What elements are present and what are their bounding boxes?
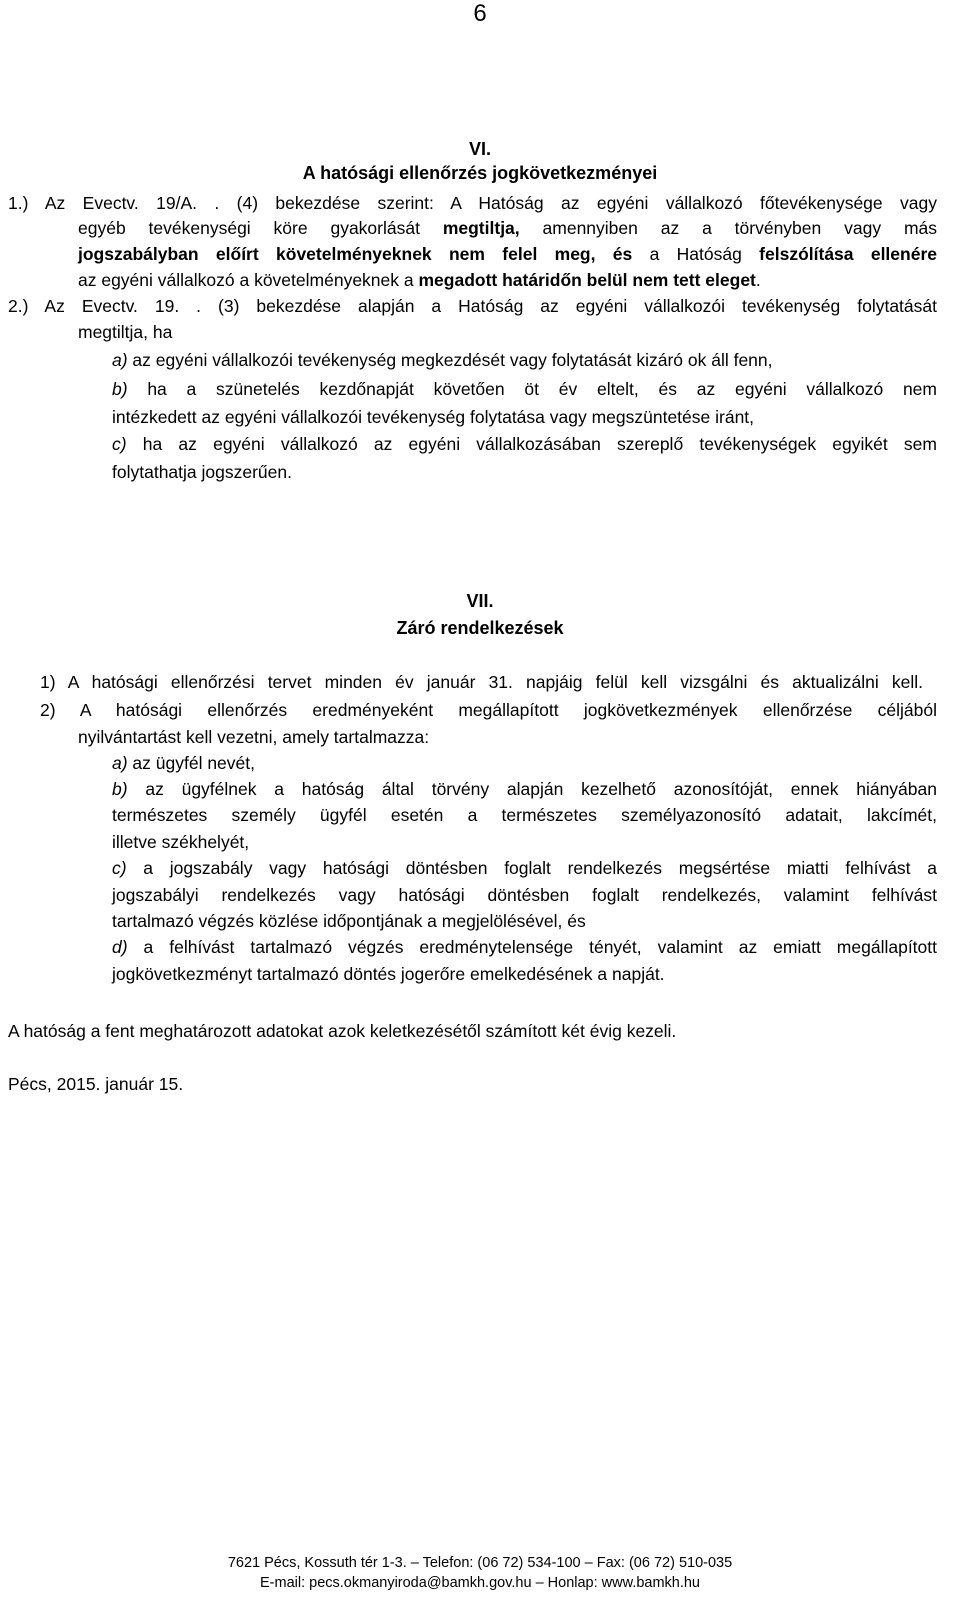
section-7-numeral: VII. — [466, 591, 494, 611]
point-text: az egyéni vállalkozói tevékenység megkezdését vagy folytatását kizáró ok áll fenn, — [127, 350, 773, 370]
section-6-title: A hatósági ellenőrzés jogkövetkezményei — [302, 163, 658, 183]
point-label: c) — [112, 434, 127, 454]
point-2-line-2: nyilvántartást kell vezetni, amely tartalmazza: — [78, 727, 430, 747]
point-text: a jogszabály vagy hatósági döntésben foglalt rendelkezés megsértése miatti felhívást a — [126, 858, 937, 878]
text-run: a Hatóság — [632, 244, 760, 264]
point-2-b-line-2: természetes személy ügyfél esetén a természetes személyazonosító adatait, lakcímét, — [112, 805, 937, 825]
text-run: . — [755, 270, 761, 290]
point-label: a) — [112, 753, 128, 773]
item-1-line-4 — [78, 268, 761, 292]
point-text: a felhívást tartalmazó végzés eredménytelensége tényét, valamint az emiatt megállapított — [127, 937, 937, 957]
point-2-c-line-2: jogszabályi rendelkezés vagy hatósági döntésben foglalt rendelkezés, valamint felhívást — [112, 885, 937, 905]
point-text: az ügyfélnek a hatóság által törvény alapján kezelhető azonosítóját, ennek hiányában — [127, 779, 937, 799]
point-2-line-1: 2) A hatósági ellenőrzés eredményeként megállapított jogkövetkezmények ellenőrzése céljából — [40, 700, 937, 720]
item-2-point-a — [112, 348, 773, 372]
item-2-point-b-line-2: intézkedett az egyéni vállalkozói tevékenység folytatása vagy megszüntetése iránt, — [112, 407, 755, 427]
text-run: amennyiben az a törvényben vagy más — [519, 218, 938, 238]
item-2-line-2: megtiltja, ha — [78, 322, 173, 342]
point-label: d) — [112, 937, 128, 957]
text-run-bold: megtiltja, — [442, 218, 520, 238]
point-label: a) — [112, 350, 128, 370]
point-2-b-line-3: illetve székhelyét, — [112, 832, 250, 852]
footer-web-line: E-mail: pecs.okmanyiroda@bamkh.gov.hu – Honlap: www.bamkh.hu — [260, 1575, 700, 1591]
closing-statement: A hatóság a fent meghatározott adatokat azok keletkezésétől számított két évig kezeli. — [8, 1021, 677, 1041]
item-2-line-1: 2.) Az Evectv. 19. . (3) bekezdése alapján a Hatóság az egyéni vállalkozói tevékenység folytatását — [8, 296, 937, 316]
item-2-point-c-line-2: folytathatja jogszerűen. — [112, 462, 292, 482]
item-2-point-b-line-1 — [112, 377, 937, 401]
point-2-a — [112, 751, 255, 775]
point-2-b-line-1 — [112, 777, 937, 801]
point-text: az ügyfél nevét, — [127, 753, 256, 773]
section-7-point-1: 1) A hatósági ellenőrzési tervet minden év január 31. napjáig felül kell vizsgálni és aktualizálni kell. — [40, 672, 923, 692]
footer-contact-line: 7621 Pécs, Kossuth tér 1-3. – Telefon: (06 72) 534-100 – Fax: (06 72) 510-035 — [227, 1555, 733, 1571]
section-6-numeral: VI. — [468, 139, 491, 159]
text-run: az egyéni vállalkozó a követelményeknek a — [78, 270, 419, 290]
point-text: ha az egyéni vállalkozó az egyéni vállalkozásában szereplő tevékenységek egyikét sem — [126, 434, 937, 454]
point-text: ha a szünetelés kezdőnapját követően öt év eltelt, és az egyéni vállalkozó nem — [127, 379, 937, 399]
point-2-c-line-3: tartalmazó végzés közlése időpontjának a megjelölésével, és — [112, 911, 586, 931]
section-7-title: Záró rendelkezések — [396, 618, 564, 638]
point-label: b) — [112, 379, 128, 399]
item-2-point-c-line-1 — [112, 432, 937, 456]
point-label: b) — [112, 779, 128, 799]
point-2-c-line-1 — [112, 856, 937, 880]
point-label: c) — [112, 858, 127, 878]
text-run-bold: felszólítása ellenére — [759, 244, 937, 264]
place-and-date: Pécs, 2015. január 15. — [8, 1074, 184, 1094]
point-2-d-line-2: jogkövetkezményt tartalmazó döntés jogerőre emelkedésének a napját. — [112, 964, 665, 984]
item-1-line-3 — [78, 242, 937, 266]
text-run: egyéb tevékenységi köre gyakorlását — [78, 218, 443, 238]
page-number: 6 — [473, 0, 487, 27]
point-2-d-line-1 — [112, 935, 937, 959]
text-run-bold: jogszabályban előírt követelményeknek nem felel meg, és — [78, 244, 633, 264]
item-1-line-1: 1.) Az Evectv. 19/A. . (4) bekezdése szerint: A Hatóság az egyéni vállalkozó főtevékenysége vagy — [8, 193, 937, 213]
item-1-line-2 — [78, 216, 937, 240]
text-run-bold: megadott határidőn belül nem tett eleget — [418, 270, 756, 290]
